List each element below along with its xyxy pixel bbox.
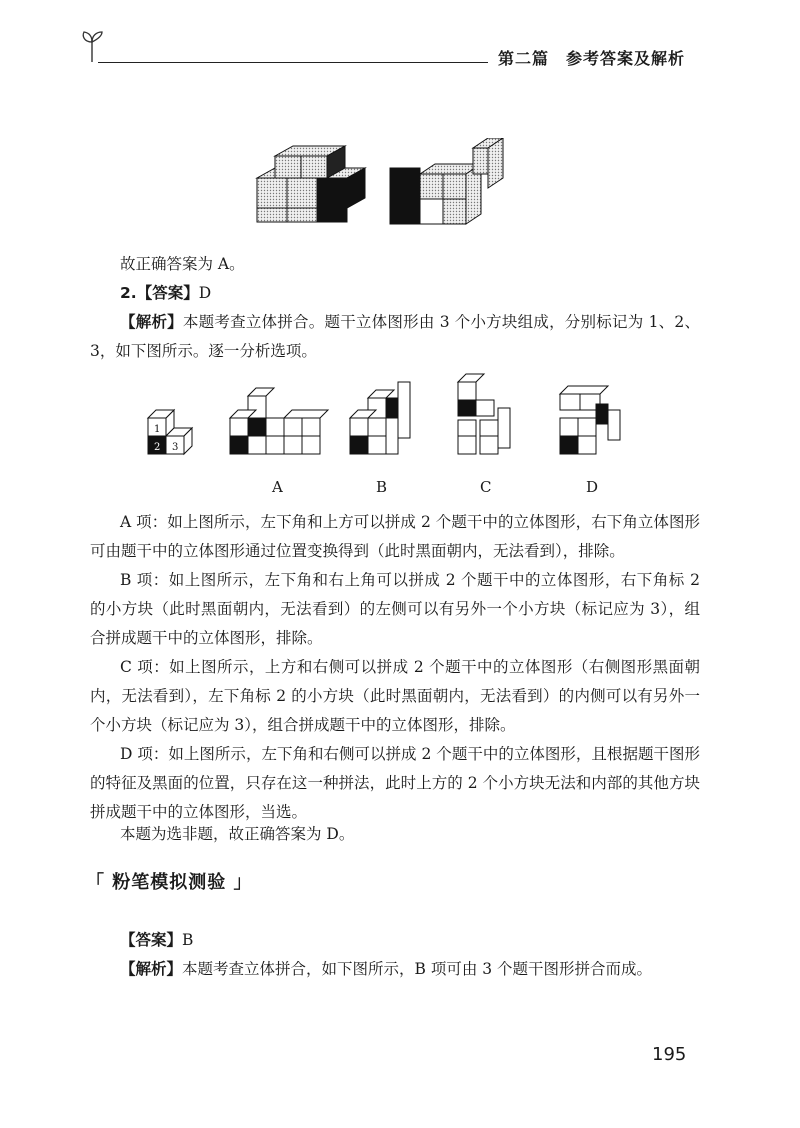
cube-structures-figure <box>245 138 545 228</box>
figure-label-c: C <box>480 478 492 496</box>
q2-intro-text: 本题考查立体拼合。题干立体图形由 3 个小方块组成，分别标记为 1、2、3，如下图所示。逐一分析选项。 <box>90 313 700 360</box>
q2-answer: D <box>198 284 212 302</box>
q2-intro-paragraph <box>90 308 700 366</box>
mock-analysis-text: 本题考查立体拼合，如下图所示，B 项可由 3 个题干图形拼合而成。 <box>182 960 653 978</box>
conclusion-line: 本题为选非题，故正确答案为 D。 <box>120 825 355 843</box>
mock-answer: B <box>182 931 194 949</box>
option-b-paragraph: B 项：如上图所示，左下角和右上角可以拼成 2 个题干中的立体图形，右下角标 2 的小方块（此时黑面朝内，无法看到）的左侧可以有另外一个小方块（标记应为 3），组合拼成题干中的立体图形，排除。 <box>90 571 700 647</box>
cube-number-1: 1 <box>154 424 161 435</box>
q2-answer-line <box>90 279 700 308</box>
cube-number-2: 2 <box>154 442 161 453</box>
mock-analysis-tag: 【解析】 <box>120 960 183 978</box>
mock-analysis-line <box>90 955 700 984</box>
mock-answer-line <box>90 926 700 955</box>
figure-label-b: B <box>376 478 388 496</box>
leaf-logo-icon <box>80 30 104 64</box>
cube-number-3: 3 <box>172 442 179 453</box>
analysis-tag: 【解析】 <box>120 313 183 331</box>
answer-line: 故正确答案为 A。 <box>120 255 245 273</box>
figure-label-d: D <box>586 478 599 496</box>
option-c-paragraph: C 项：如上图所示，上方和右侧可以拼成 2 个题干中的立体图形（右侧图形黑面朝内，无法看到），左下角标 2 的小方块（此时黑面朝内，无法看到）的内侧可以有另外一个小方块（标记应为 3），组合拼成题干中的立体图形，排除。 <box>90 658 700 734</box>
answer-tag: 【答案】 <box>136 284 199 302</box>
section-title: 「 粉笔模拟测验 」 <box>86 872 253 893</box>
header-title: 第二篇 参考答案及解析 <box>498 49 686 68</box>
option-d-paragraph: D 项：如上图所示，左下角和右侧可以拼成 2 个题干中的立体图形，且根据题干图形的特征及黑面的位置，只存在这一种拼法，此时上方的 2 个小方块无法和内部的其他方块拼成题干中的立体图形，当选。 <box>90 745 700 821</box>
option-a-paragraph: A 项：如上图所示，左下角和上方可以拼成 2 个题干中的立体图形，右下角立体图形可由题干中的立体图形通过位置变换得到（此时黑面朝内，无法看到），排除。 <box>90 513 700 560</box>
page-number: 195 <box>652 1044 687 1065</box>
q2-number: 2. <box>120 284 137 302</box>
figure-label-a: A <box>272 478 283 496</box>
cube-assembly-figure <box>140 368 650 473</box>
mock-answer-tag: 【答案】 <box>120 931 183 949</box>
header-rule <box>98 62 488 63</box>
